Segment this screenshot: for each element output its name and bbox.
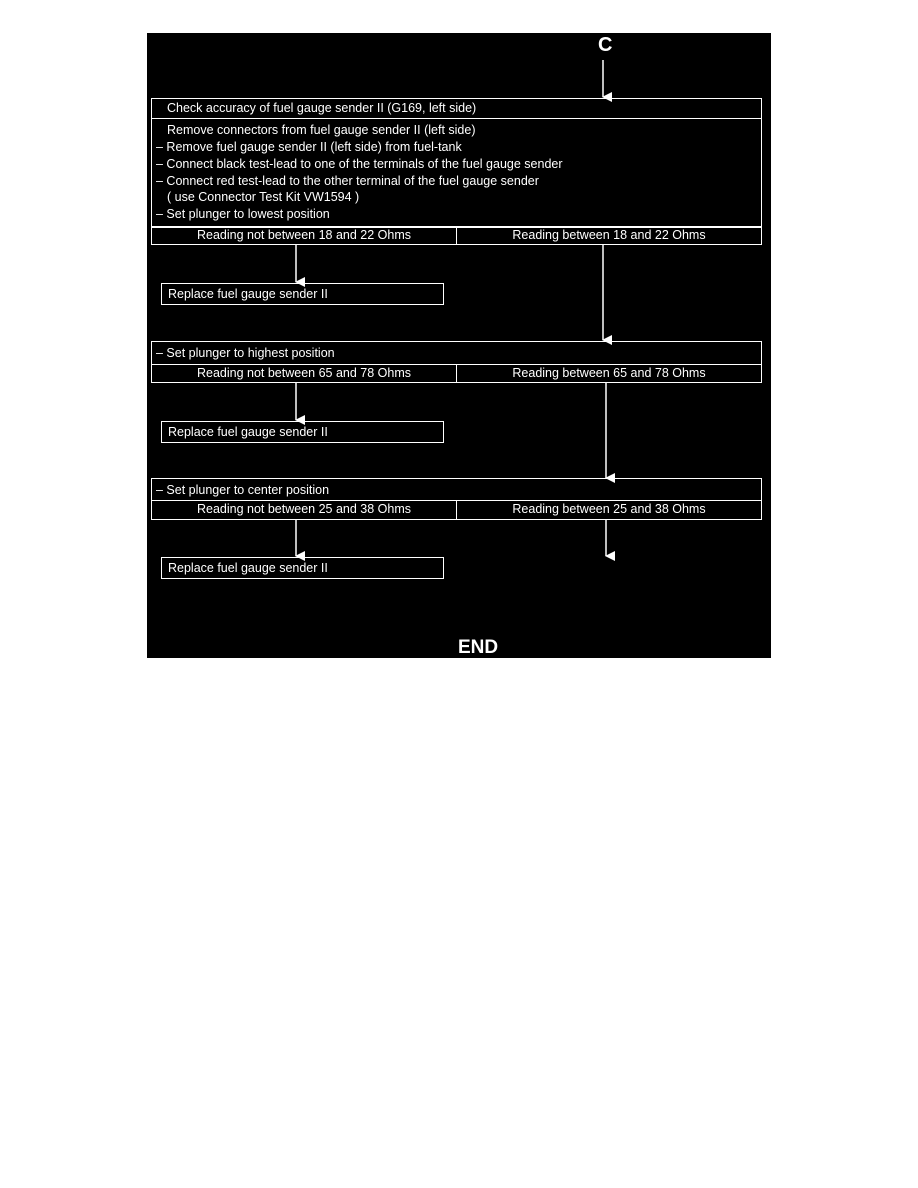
- connector-c-label: C: [598, 34, 613, 56]
- replace-sender-box-3: [161, 557, 444, 579]
- procedure-steps-box: [151, 118, 762, 228]
- reading-fail-1: Reading not between 18 and 22 Ohms: [151, 226, 457, 245]
- replace-sender-label: Replace fuel gauge sender II: [168, 287, 328, 301]
- step-line: ( use Connector Test Kit VW1594 ): [167, 190, 360, 204]
- check-accuracy-title: Check accuracy of fuel gauge sender II (G169, left side): [167, 101, 477, 115]
- reading-fail-3: Reading not between 25 and 38 Ohms: [151, 500, 457, 520]
- reading-fail-2: Reading not between 65 and 78 Ohms: [151, 364, 457, 383]
- step-line: – Connect red test-lead to the other terminal of the fuel gauge sender: [156, 174, 539, 188]
- step-line: – Connect black test-lead to one of the terminals of the fuel gauge sender: [156, 157, 563, 171]
- check-accuracy-box: [151, 98, 762, 119]
- instruction-box-2: [151, 341, 762, 365]
- reading-pass-2: Reading between 65 and 78 Ohms: [456, 364, 762, 383]
- replace-sender-box-1: [161, 283, 444, 305]
- step-line: Remove connectors from fuel gauge sender II (left side): [167, 123, 476, 137]
- instruction-text: – Set plunger to highest position: [156, 346, 335, 360]
- reading-pass-1: Reading between 18 and 22 Ohms: [456, 226, 762, 245]
- reading-pass-3: Reading between 25 and 38 Ohms: [456, 500, 762, 520]
- flowchart-panel: [147, 33, 771, 658]
- step-line: – Set plunger to lowest position: [156, 207, 330, 221]
- replace-sender-label: Replace fuel gauge sender II: [168, 561, 328, 575]
- replace-sender-label: Replace fuel gauge sender II: [168, 425, 328, 439]
- replace-sender-box-2: [161, 421, 444, 443]
- end-label: END: [458, 637, 499, 658]
- instruction-text: – Set plunger to center position: [156, 483, 330, 497]
- instruction-box-3: [151, 478, 762, 501]
- step-line: – Remove fuel gauge sender II (left side) from fuel-tank: [156, 140, 462, 154]
